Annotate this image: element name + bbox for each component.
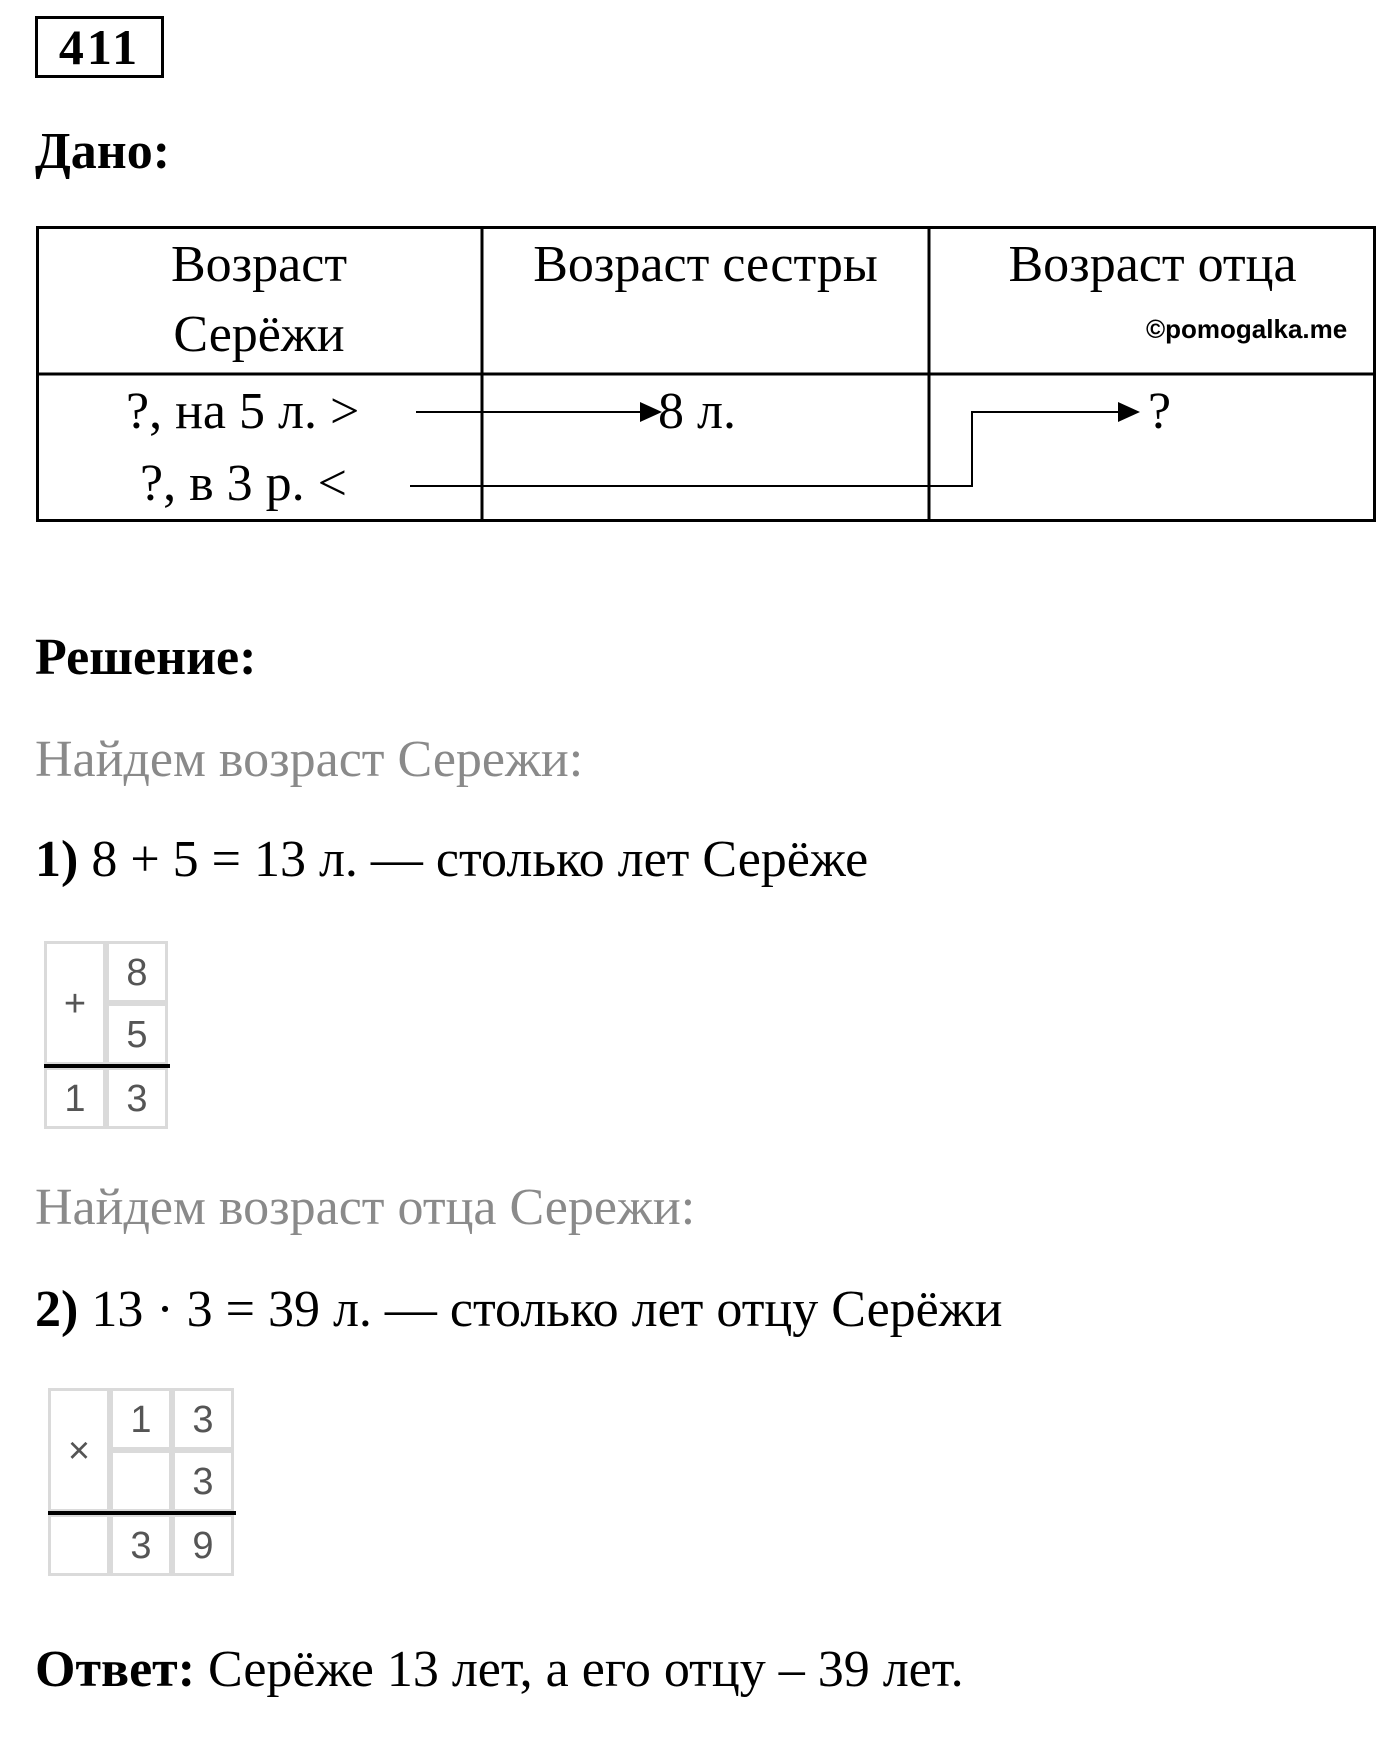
answer-text: Серёже 13 лет, а его отцу – 39 лет. [208, 1641, 964, 1698]
solution-note-1: Найдем возраст Сережи: [35, 731, 584, 788]
seryozha-condition-2: ?, в 3 р. < [140, 455, 347, 512]
seryozha-condition-1: ?, на 5 л. > [126, 383, 360, 440]
solution-note-2: Найдем возраст отца Сережи: [35, 1179, 696, 1236]
multiplication-sign: × [48, 1388, 110, 1512]
sum-digit-2: 3 [106, 1067, 168, 1129]
product-digit-1: 3 [110, 1514, 172, 1576]
given-heading: Дано: [35, 123, 171, 180]
multiplication-result-line [48, 1511, 236, 1515]
solution-step-1 [35, 830, 868, 890]
column-multiplication [48, 1388, 238, 1576]
answer-label: Ответ: [35, 1641, 196, 1698]
addition-result-line [44, 1064, 170, 1068]
step-1-expression: 8 + 5 = 13 л. — столько лет Серёже [91, 831, 869, 888]
watermark: ©pomogalka.me [1146, 314, 1348, 344]
factor-1-digit-2: 3 [172, 1388, 234, 1450]
solution-step-2 [35, 1280, 1003, 1340]
given-table [36, 226, 1376, 522]
solution-heading: Решение: [35, 629, 257, 686]
header-seryozha: Возраст Серёжи [170, 236, 348, 363]
empty-cell [48, 1514, 110, 1576]
empty-cell [110, 1450, 172, 1512]
step-1-number: 1) [35, 831, 79, 888]
factor-1-digit-1: 1 [110, 1388, 172, 1450]
addition-sign: + [44, 941, 106, 1065]
factor-2-digit: 3 [172, 1450, 234, 1512]
header-sister: Возраст сестры [533, 236, 878, 293]
sister-age-value: 8 л. [658, 383, 736, 440]
addend-1-digit: 8 [106, 941, 168, 1003]
problem-number: 411 [35, 16, 164, 78]
header-father: Возраст отца [1008, 236, 1297, 293]
addend-2-digit: 5 [106, 1003, 168, 1065]
product-digit-2: 9 [172, 1514, 234, 1576]
answer-line [35, 1640, 964, 1700]
father-age-value: ? [1148, 383, 1172, 440]
sum-digit-1: 1 [44, 1067, 106, 1129]
arrow-to-father [410, 412, 1118, 486]
step-2-expression: 13 · 3 = 39 л. — столько лет отцу Серёжи [91, 1281, 1003, 1338]
arrow-head-father [1118, 402, 1140, 422]
step-2-number: 2) [35, 1281, 79, 1338]
column-addition [44, 941, 172, 1129]
